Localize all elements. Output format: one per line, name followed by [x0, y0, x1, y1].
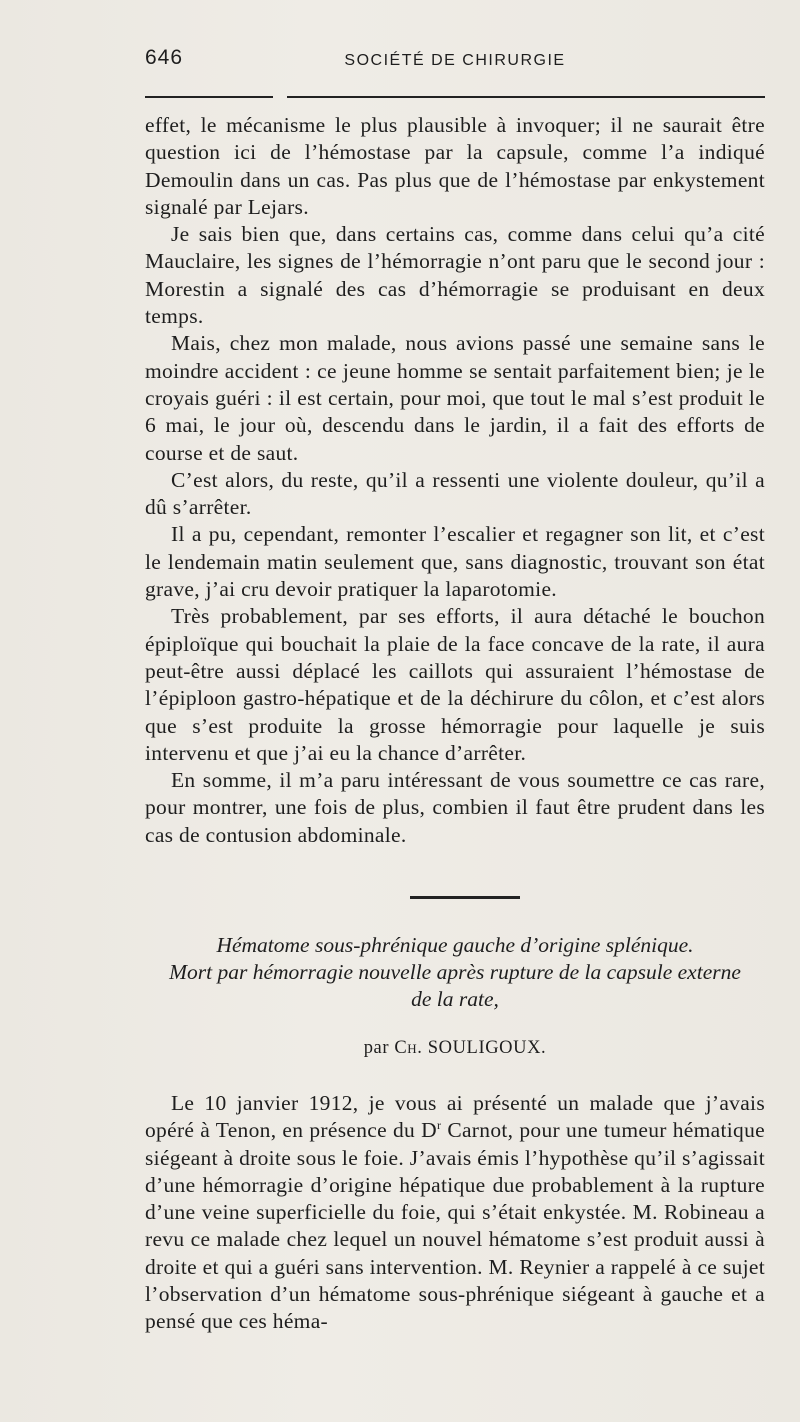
- paragraph: [145, 1090, 765, 1336]
- page-number: 646: [145, 46, 184, 69]
- byline-prefix: par: [363, 1038, 390, 1058]
- superscript: r: [436, 1118, 442, 1133]
- byline: [145, 1038, 765, 1059]
- paragraph-part: Le 10 janvier 1912, je vous ai présenté un malade que j’avais opéré à Tenon, en présence du D: [145, 1091, 765, 1143]
- section-separator: [410, 896, 520, 899]
- paragraph: Très probablement, par ses efforts, il aura détaché le bouchon épiploïque qui bouchait la plaie de la face concave de la rate, il aura peut-être aussi déplacé les caillots qui assuraient l’hémostase de l’épiploon gastro-hépatique et de la déchirure du côlon, et c’est alors que s’est produite la grosse hémorragie pour laquelle je suis intervenu et que j’ai eu la chance d’arrêter.: [145, 604, 765, 765]
- paragraph-part: Carnot, pour une tumeur hématique siégeant à droite sous le foie. J’avais émis l’hypothèse qu’il s’agissait d’une hémorragie d’origine hépatique due probablement à la rupture d’une veine superficielle du foie, qui s’était enkystée. M. Robineau a revu ce malade chez lequel un nouvel hématome s’est produit aussi à droite et qui a guéri sans intervention. M. Reynier a rappelé à ce sujet l’observation d’un hématome sous-phrénique siégeant à gauche et a pensé que ces héma-: [145, 1118, 765, 1334]
- paragraph: effet, le mécanisme le plus plausible à invoquer; il ne saurait être question ici de l’hémostase par la capsule, comme l’a indiqué Demoulin dans un cas. Pas plus que de l’hémostase par enkystement signalé par Lejars.: [145, 113, 765, 219]
- running-head: SOCIÉTÉ DE CHIRURGIE: [344, 52, 566, 69]
- title-line: Mort par hémorragie nouvelle après rupture de la capsule externe: [169, 960, 741, 984]
- paragraph: Je sais bien que, dans certains cas, comme dans celui qu’a cité Mauclaire, les signes de l’hémorragie n’ont paru que le second jour : Morestin a signalé des cas d’hémorragie se produisant en deux temps.: [145, 222, 765, 329]
- paragraph: C’est alors, du reste, qu’il a ressenti une violente douleur, qu’il a dû s’arrêter.: [145, 467, 765, 520]
- previous-article-text: [145, 112, 765, 849]
- author-name: Ch. SOULIGOUX.: [394, 1038, 547, 1058]
- header-rule: [145, 96, 765, 98]
- paragraph: Mais, chez mon malade, nous avions passé une semaine sans le moindre accident : ce jeune homme se sentait parfaitement bien; je le croyais guéri : il est certain, pour moi, que tout le mal s’est produit le 6 mai, le jour où, descendu dans le jardin, il a fait des efforts de course et de saut.: [145, 331, 765, 465]
- paragraph: En somme, il m’a paru intéressant de vous soumettre ce cas rare, pour montrer, une fois de plus, combien il faut être prudent dans les cas de contusion abdominale.: [145, 768, 765, 847]
- page-header: [145, 46, 765, 80]
- article-title: [145, 932, 765, 1013]
- article-text: [145, 1090, 765, 1336]
- title-line: Hématome sous-phrénique gauche d’origine splénique.: [216, 933, 694, 957]
- title-line: de la rate,: [411, 987, 499, 1011]
- paragraph: Il a pu, cependant, remonter l’escalier et regagner son lit, et c’est le lendemain matin seulement que, sans diagnostic, trouvant son état grave, j’ai cru devoir pratiquer la laparotomie.: [145, 522, 765, 602]
